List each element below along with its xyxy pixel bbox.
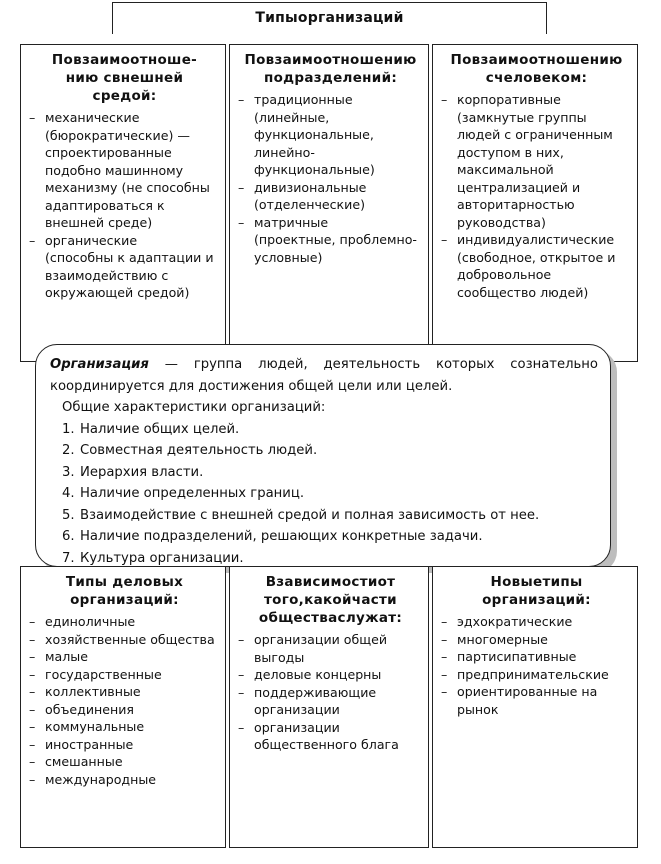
list-item: – эдхократические (441, 613, 632, 631)
list-item: – организации общественного блага (238, 719, 423, 754)
title-box (112, 2, 547, 34)
column-heading: Повзаимоотноше- нию свнешней средой: (51, 52, 198, 104)
list-item: 7. Культура организации. (62, 550, 244, 566)
list-item: 6. Наличие подразделений, решающих конкретные задачи. (62, 529, 483, 544)
column-heading: Типы деловых организаций: (65, 574, 184, 608)
list-item: – многомерные (441, 631, 632, 649)
list-item: 2. Совместная деятельность людей. (62, 443, 318, 458)
list-item: – государственные (29, 666, 220, 684)
list-item: – традиционные (линейные, функциональные, линейно-функциональные) (238, 91, 423, 179)
list-item: – партисипативные (441, 648, 632, 666)
list-item: – смешанные (29, 753, 220, 771)
list-item: – объединения (29, 701, 220, 719)
list-item: – корпоративные (замкнутые группы людей с ограниченным доступом в них, максимальной централизацией и авторитарностью руководства) (441, 91, 632, 231)
list-item: – коллективные (29, 683, 220, 701)
column-heading: Повзаимоотношению счеловеком: (450, 52, 623, 86)
list-item: – индивидуалистические (свободное, открытое и добровольное сообщество людей) (441, 231, 632, 301)
column-social-purpose (229, 566, 429, 848)
column-business-types (20, 566, 226, 848)
list-item: – поддерживающие организации (238, 684, 423, 719)
list-item: – органические (способны к адаптации и взаимодействию с окружающей средой) (29, 232, 220, 302)
column-heading: Новыетипы организаций: (482, 574, 591, 608)
list-item: – организации общей выгоды (238, 631, 423, 666)
list-item: – международные (29, 771, 220, 789)
list-item: – иностранные (29, 736, 220, 754)
characteristics-list (50, 419, 598, 570)
list-item: – механические (бюрократические) — спроектированные подобно машинному механизму (не способны адаптироваться к внешней среде) (29, 109, 220, 232)
column-heading: Повзаимоотношению подразделений: (244, 52, 417, 86)
list-item: 1. Наличие общих целей. (62, 421, 240, 437)
list-item: – ориентированные на рынок (441, 683, 632, 718)
column-departments (229, 44, 429, 362)
definition: Организация — группа людей, деятельность которых сознательно координируется для достижения общей цели или целей. (50, 357, 598, 394)
column-external-environment (20, 44, 226, 362)
term: Организация (50, 357, 149, 372)
list-item: – дивизиональные (отделенческие) (238, 179, 423, 214)
list-item: – единоличные (29, 613, 220, 631)
list-item: – хозяйственные общества (29, 631, 220, 649)
column-new-types (432, 566, 638, 848)
list-item: – деловые концерны (238, 666, 423, 684)
characteristics-heading: Общие характеристики организаций: (62, 400, 326, 415)
list-item: – малые (29, 648, 220, 666)
column-human-relation (432, 44, 638, 362)
diagram-title: Типыорганизаций (255, 10, 404, 26)
organization-definition-box (35, 344, 611, 567)
list-item: 3. Иерархия власти. (62, 464, 204, 480)
list-item: 4. Наличие определенных границ. (62, 486, 305, 501)
column-heading: Взависимостиот того,какойчасти обществаслужат: (258, 574, 403, 626)
list-item: – матричные (проектные, проблемно-условные) (238, 214, 423, 267)
list-item: – коммунальные (29, 718, 220, 736)
list-item: 5. Взаимодействие с внешней средой и полная зависимость от нее. (62, 507, 540, 523)
list-item: – предпринимательские (441, 666, 632, 684)
